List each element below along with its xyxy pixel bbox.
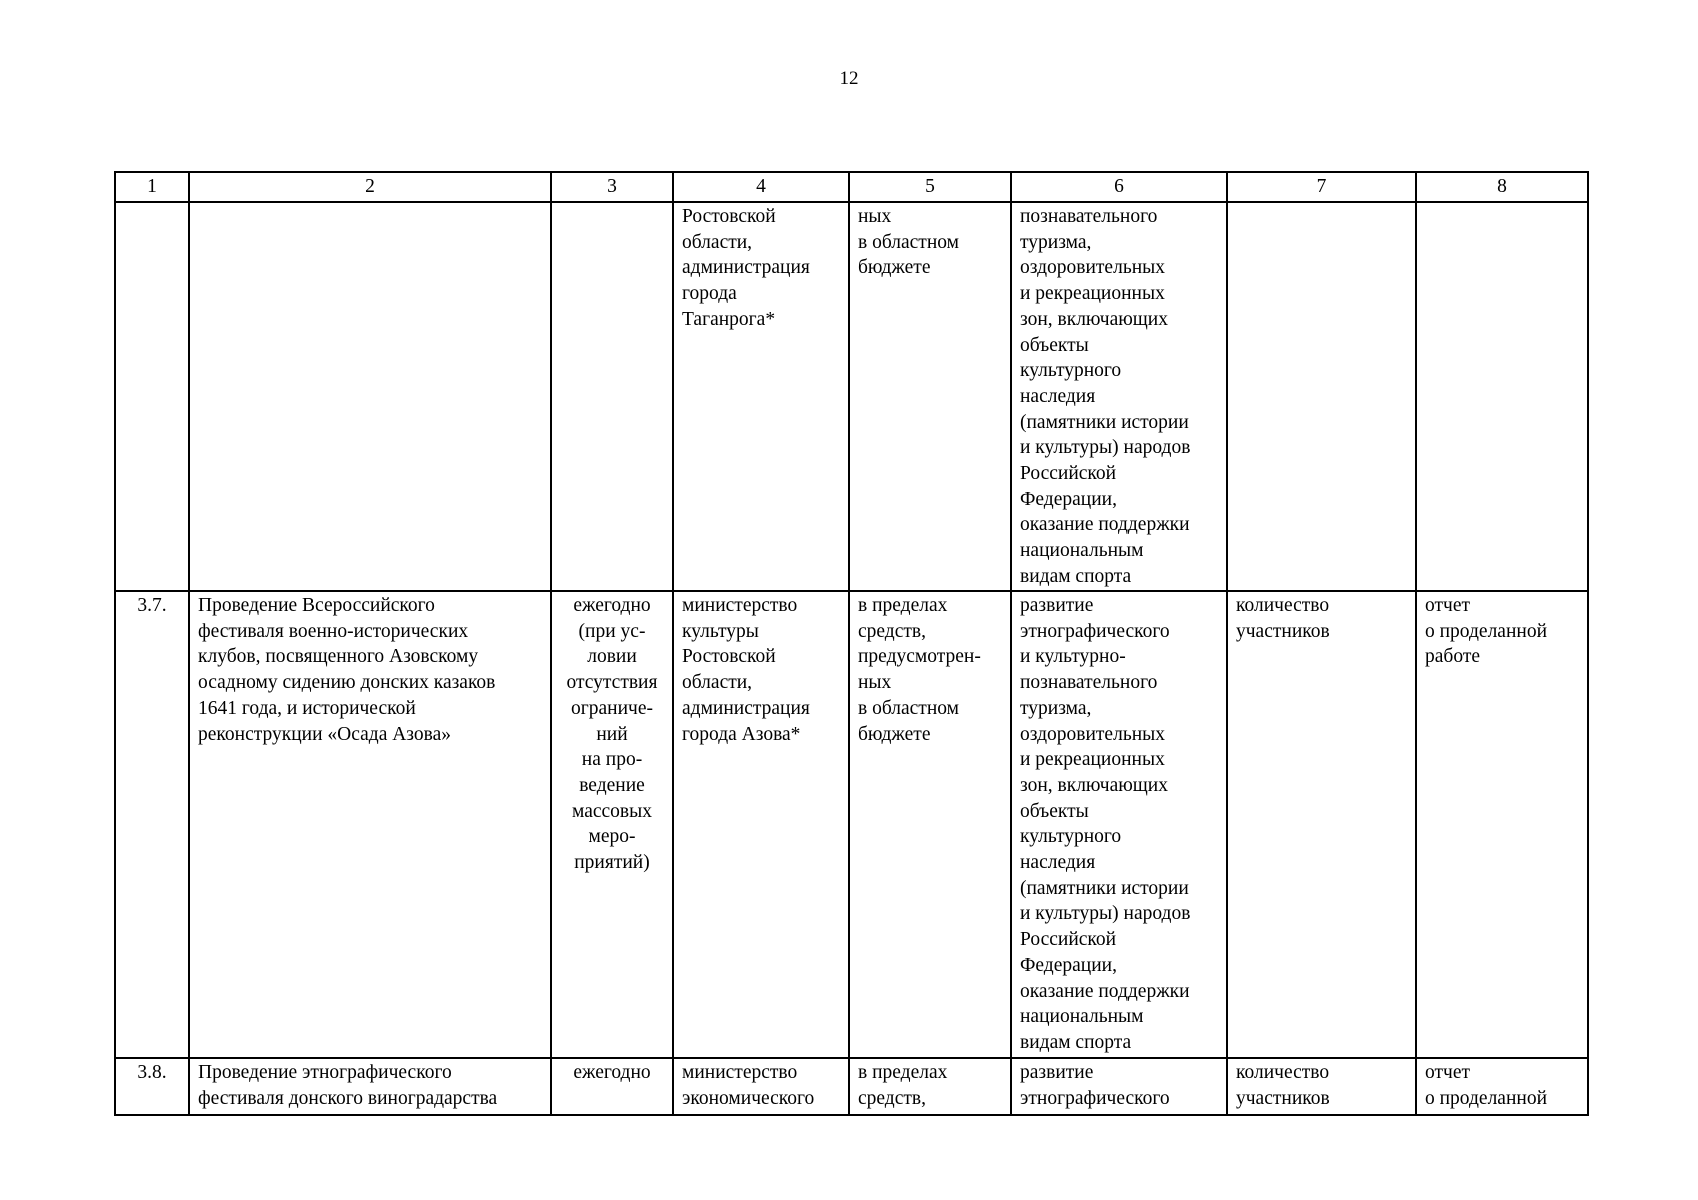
deadline-cell: ежегодно [551, 1058, 673, 1115]
column-number: 4 [673, 172, 849, 202]
event-name-cell: Проведение Всероссийского фестиваля военно-исторических клубов, посвященного Азовскому осадному сидению донских казаков 1641 года, и исторической реконструкции «Осада Азова» [189, 591, 551, 1058]
event-name-cell [189, 202, 551, 591]
funding-cell: в пределах средств, [849, 1058, 1011, 1115]
column-number: 2 [189, 172, 551, 202]
item-number-cell: 3.7. [115, 591, 189, 1058]
indicator-cell: количество участников [1227, 1058, 1416, 1115]
responsible-cell: Ростовской области, администрация города Таганрога* [673, 202, 849, 591]
table-row-3-7 [115, 591, 1588, 1058]
column-number: 6 [1011, 172, 1227, 202]
table-row-3-8 [115, 1058, 1588, 1115]
expected-result-cell: познавательного туризма, оздоровительных и рекреационных зон, включающих объекты культурного наследия (памятники истории и культуры) народов Российской Федерации, оказание поддержки национальным видам спорта [1011, 202, 1227, 591]
column-number: 5 [849, 172, 1011, 202]
plan-table [114, 171, 1589, 1116]
page-number: 12 [839, 68, 859, 89]
responsible-cell: министерство культуры Ростовской области, администрация города Азова* [673, 591, 849, 1058]
responsible-cell: министерство экономического [673, 1058, 849, 1115]
deadline-cell [551, 202, 673, 591]
event-name-cell: Проведение этнографического фестиваля донского виноградарства [189, 1058, 551, 1115]
indicator-cell: количество участников [1227, 591, 1416, 1058]
indicator-cell [1227, 202, 1416, 591]
funding-cell: ных в областном бюджете [849, 202, 1011, 591]
report-form-cell: отчет о проделанной [1416, 1058, 1588, 1115]
column-number: 3 [551, 172, 673, 202]
funding-cell: в пределах средств, предусмотрен- ных в областном бюджете [849, 591, 1011, 1058]
column-number: 1 [115, 172, 189, 202]
item-number-cell: 3.8. [115, 1058, 189, 1115]
deadline-cell: ежегодно (при ус- ловии отсутствия ограниче- ний на про- ведение массовых меро- приятий) [551, 591, 673, 1058]
column-number: 8 [1416, 172, 1588, 202]
item-number-cell [115, 202, 189, 591]
report-form-cell [1416, 202, 1588, 591]
table-row-continued [115, 202, 1588, 591]
expected-result-cell: развитие этнографического [1011, 1058, 1227, 1115]
column-number-row [115, 172, 1588, 202]
expected-result-cell: развитие этнографического и культурно- познавательного туризма, оздоровительных и рекреационных зон, включающих объекты культурного наследия (памятники истории и культуры) народов Российской Федерации, оказание поддержки национальным видам спорта [1011, 591, 1227, 1058]
report-form-cell: отчет о проделанной работе [1416, 591, 1588, 1058]
column-number: 7 [1227, 172, 1416, 202]
